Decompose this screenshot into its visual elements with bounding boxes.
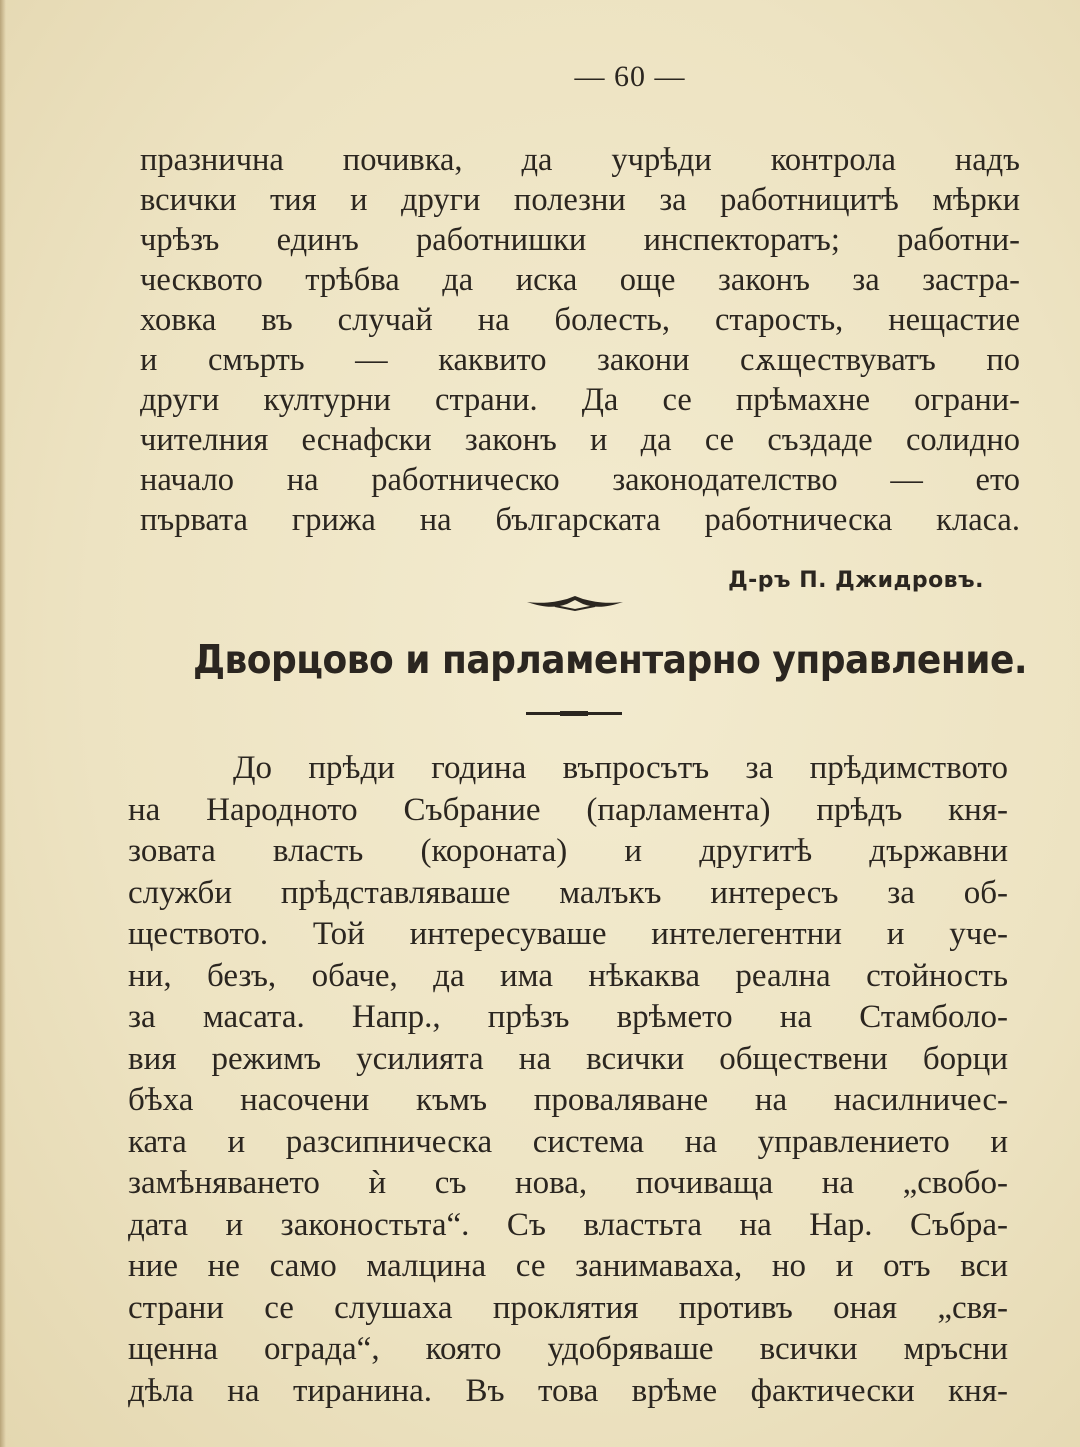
- text-line: дѣла на тиранина. Въ това врѣме фактически кня-: [128, 1372, 1008, 1409]
- text-line: за масата. Напр., прѣзъ врѣмето на Стамболо-: [128, 999, 1008, 1035]
- paragraph-2: [128, 748, 1008, 1412]
- page-number: — 60 —: [574, 60, 686, 93]
- text-line: всички тия и други полезни за работницитѣ мѣрки: [140, 182, 1020, 218]
- text-line: чрѣзъ единъ работнишки инспекторатъ; работни-: [140, 222, 1020, 258]
- text-line: първата грижа на българската работническа класа.: [140, 502, 1020, 538]
- text-line: служби прѣдставляваше малъкъ интересъ за об-: [128, 874, 1008, 911]
- page-edge: [0, 0, 6, 1447]
- author-signature: Д-ръ П. Джидровъ.: [728, 568, 984, 593]
- text-line: дата и законостьта“. Съ властьта на Нар. Събра-: [128, 1206, 1008, 1243]
- text-line: други културни страни. Да се прѣмахне ограни-: [140, 382, 1020, 418]
- text-line: начало на работническо законодателство — ето: [140, 462, 1020, 498]
- text-line: на Народното Събрание (парламента) прѣдъ кня-: [128, 791, 1008, 828]
- text-line: ществото. Той интересуваше интелегентни и уче-: [128, 916, 1008, 952]
- text-line: празнична почивка, да учрѣди контрола надъ: [140, 142, 1020, 178]
- text-line: ние не само малцина се занимаваха, но и отъ вси: [128, 1248, 1008, 1284]
- text-line: ховка въ случай на болесть, старость, нещастие: [140, 302, 1020, 338]
- text-line: бѣха насочени къмъ проваляване на насилничес-: [128, 1082, 1008, 1118]
- section-heading: Дворцово и парламентарно управление.: [192, 638, 1028, 683]
- paragraph-1: [140, 140, 1020, 540]
- text-line: ческвото трѣбва да иска още законъ за застра-: [140, 262, 1020, 298]
- text-line: вия режимъ усилията на всички обществени борци: [128, 1040, 1008, 1077]
- text-line: и смърть — каквито закони сѫществуватъ по: [140, 342, 1020, 378]
- text-line: замѣняването ѝ съ нова, почиваща на „свобо-: [128, 1165, 1008, 1201]
- ornament-divider: [525, 590, 625, 614]
- text-line: зовата власть (короната) и другитѣ държавни: [128, 833, 1008, 869]
- text-line: До прѣди година въпросътъ за прѣдимството: [233, 750, 1008, 786]
- text-line: ни, безъ, обаче, да има нѣкаква реална стойность: [128, 957, 1008, 994]
- text-line: ката и разсипническа система на управлението и: [128, 1123, 1008, 1160]
- text-line: щенна ограда“, която удобряваше всички мръсни: [128, 1331, 1008, 1367]
- heading-rule: [526, 712, 622, 715]
- text-line: страни се слушаха проклятия противъ оная „свя-: [128, 1289, 1008, 1326]
- text-line: чителния еснафски законъ и да се създаде солидно: [140, 422, 1020, 458]
